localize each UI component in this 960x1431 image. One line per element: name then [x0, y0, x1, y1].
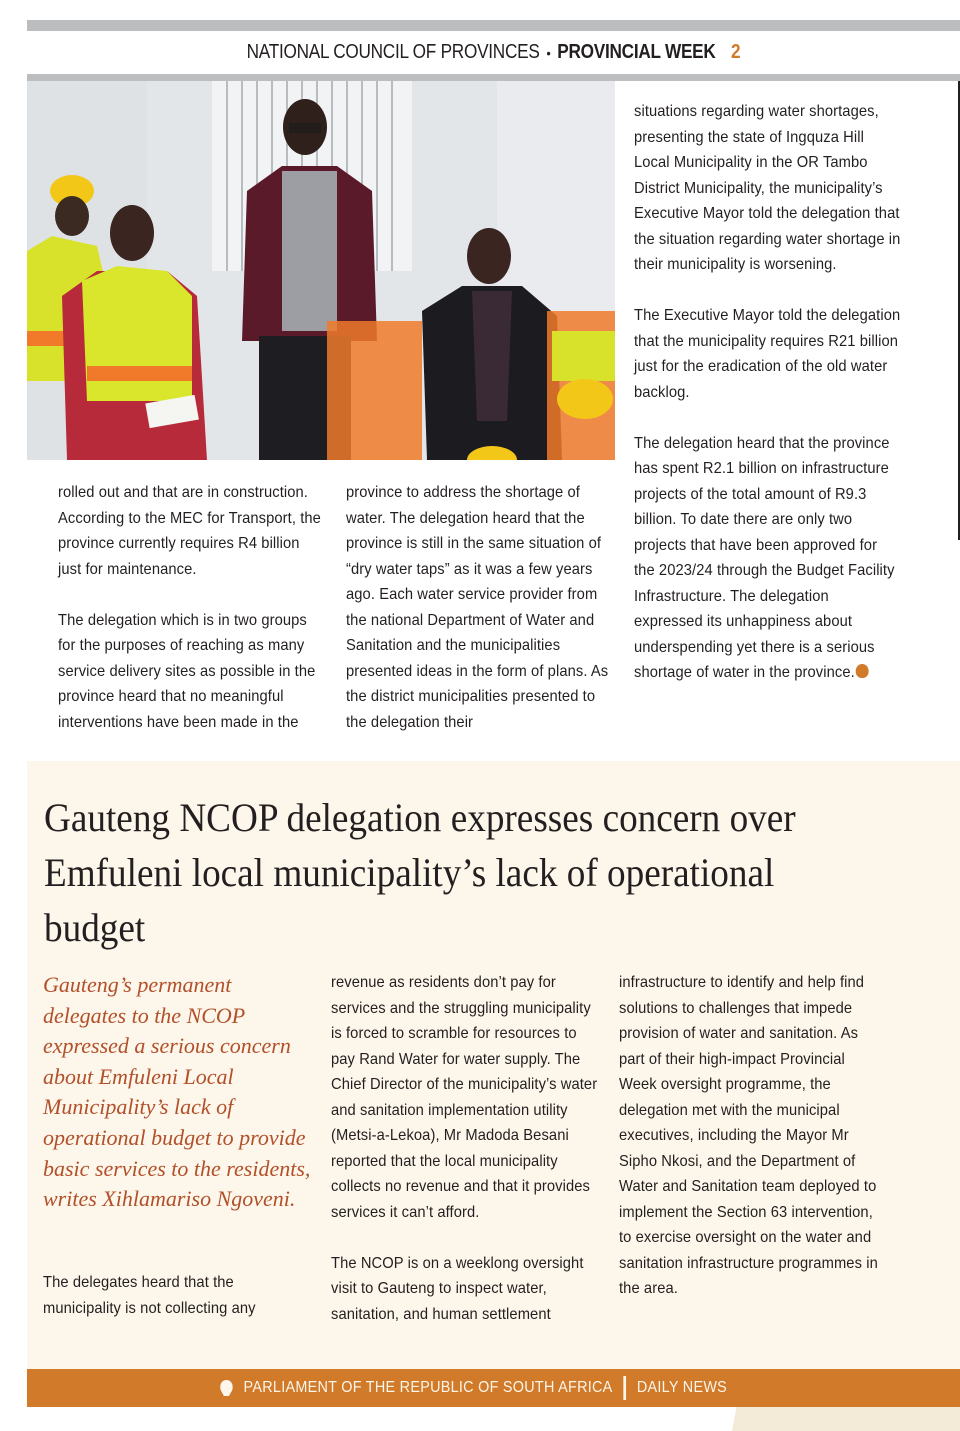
footer-publication: DAILY NEWS [636, 1379, 727, 1396]
paragraph: The delegation which is in two groups for the purposes of reaching as many service delivery sites as possible in the province heard that no meaningful interventions have been made in the [58, 611, 316, 731]
page-number: 2 [731, 41, 741, 63]
paragraph: infrastructure to identify and help find solutions to challenges that impede provision of water and sanitation. As part of their high-impact Provincial Week oversight programme, the delegation met with the municipal executives, including the Mayor Mr Sipho Nkosi, and the Department of Water and Sanitation team deployed to implement the Section 63 intervention, to exercise oversight on the water and sanitation infrastructure programmes in the area. [619, 974, 878, 1297]
article-headline: Gauteng NCOP delegation expresses concern over Emfuleni local municipality’s lack of operational budget [44, 795, 796, 950]
running-header [92, 31, 894, 74]
publication-name: NATIONAL COUNCIL OF PROVINCES [246, 41, 540, 63]
article2-column-right [619, 970, 886, 1302]
header-rule [27, 74, 960, 81]
article1-column-middle [346, 480, 613, 735]
paragraph: The Executive Mayor told the delegation that the municipality requires R21 billion just for the eradication of the old water backlog. [634, 307, 901, 401]
article2-column-left [43, 1270, 291, 1321]
footer-bar [27, 1369, 960, 1407]
paragraph: province to address the shortage of water. The delegation heard that the province is still in the same situation of “dry water taps” as it was a few years ago. Each water service provider from the national Department of Water and Sanitation and the municipalities presented ideas in the form of plans. As the district municipalities presented to the delegation their [346, 484, 609, 731]
parliament-crest-icon [220, 1380, 233, 1396]
section-name: PROVINCIAL WEEK [557, 41, 716, 63]
article2-column-middle [331, 970, 598, 1327]
page-corner-tab [732, 1407, 960, 1431]
paragraph: The NCOP is on a weeklong oversight visit to Gauteng to inspect water, sanitation, and human settlement [331, 1254, 584, 1323]
paragraph: rolled out and that are in construction. According to the MEC for Transport, the province currently requires R4 billion just for maintenance. [58, 484, 321, 578]
article1-column-right [634, 99, 901, 686]
paragraph: The delegates heard that the municipality is not collecting any [43, 1274, 256, 1317]
footer-separator [623, 1376, 626, 1400]
article-photo [27, 81, 615, 460]
paragraph-text: The delegation heard that the province has spent R2.1 billion on infrastructure projects of the total amount of R9.3 billion. To date there are only two projects that have been approved for the 2023/24 through the Budget Facility Infrastructure. The delegation expressed its unhappiness about underspending yet there is a serious shortage of water in the province. [634, 434, 895, 681]
paragraph: situations regarding water shortages, presenting the state of Ingquza Hill Local Municipality in the OR Tambo District Municipality, the municipality’s Executive Mayor told the delegation that the situation regarding water shortage in their municipality is worsening. [634, 103, 901, 273]
header-separator: • [546, 44, 551, 61]
article-standfirst: Gauteng’s permanent delegates to the NCOP expressed a serious concern about Emfuleni Local Municipality’s lack of operational budget to provide basic services to the residents, writes Xihlamariso Ngoveni. [43, 972, 311, 1212]
paragraph: revenue as residents don’t pay for services and the struggling municipality is forced to scramble for resources to pay Rand Water for water supply. The Chief Director of the municipality’s water and sanitation implementation utility (Metsi-a-Lekoa), Mr Madoda Besani reported that the local municipality collects no revenue and that it provides services it can’t afford. [331, 974, 598, 1221]
top-rule [27, 20, 960, 31]
article1-column-left [58, 480, 325, 735]
footer-organisation: PARLIAMENT OF THE REPUBLIC OF SOUTH AFRICA [243, 1379, 613, 1396]
end-of-article-icon [856, 664, 869, 678]
paragraph-last [634, 431, 901, 686]
